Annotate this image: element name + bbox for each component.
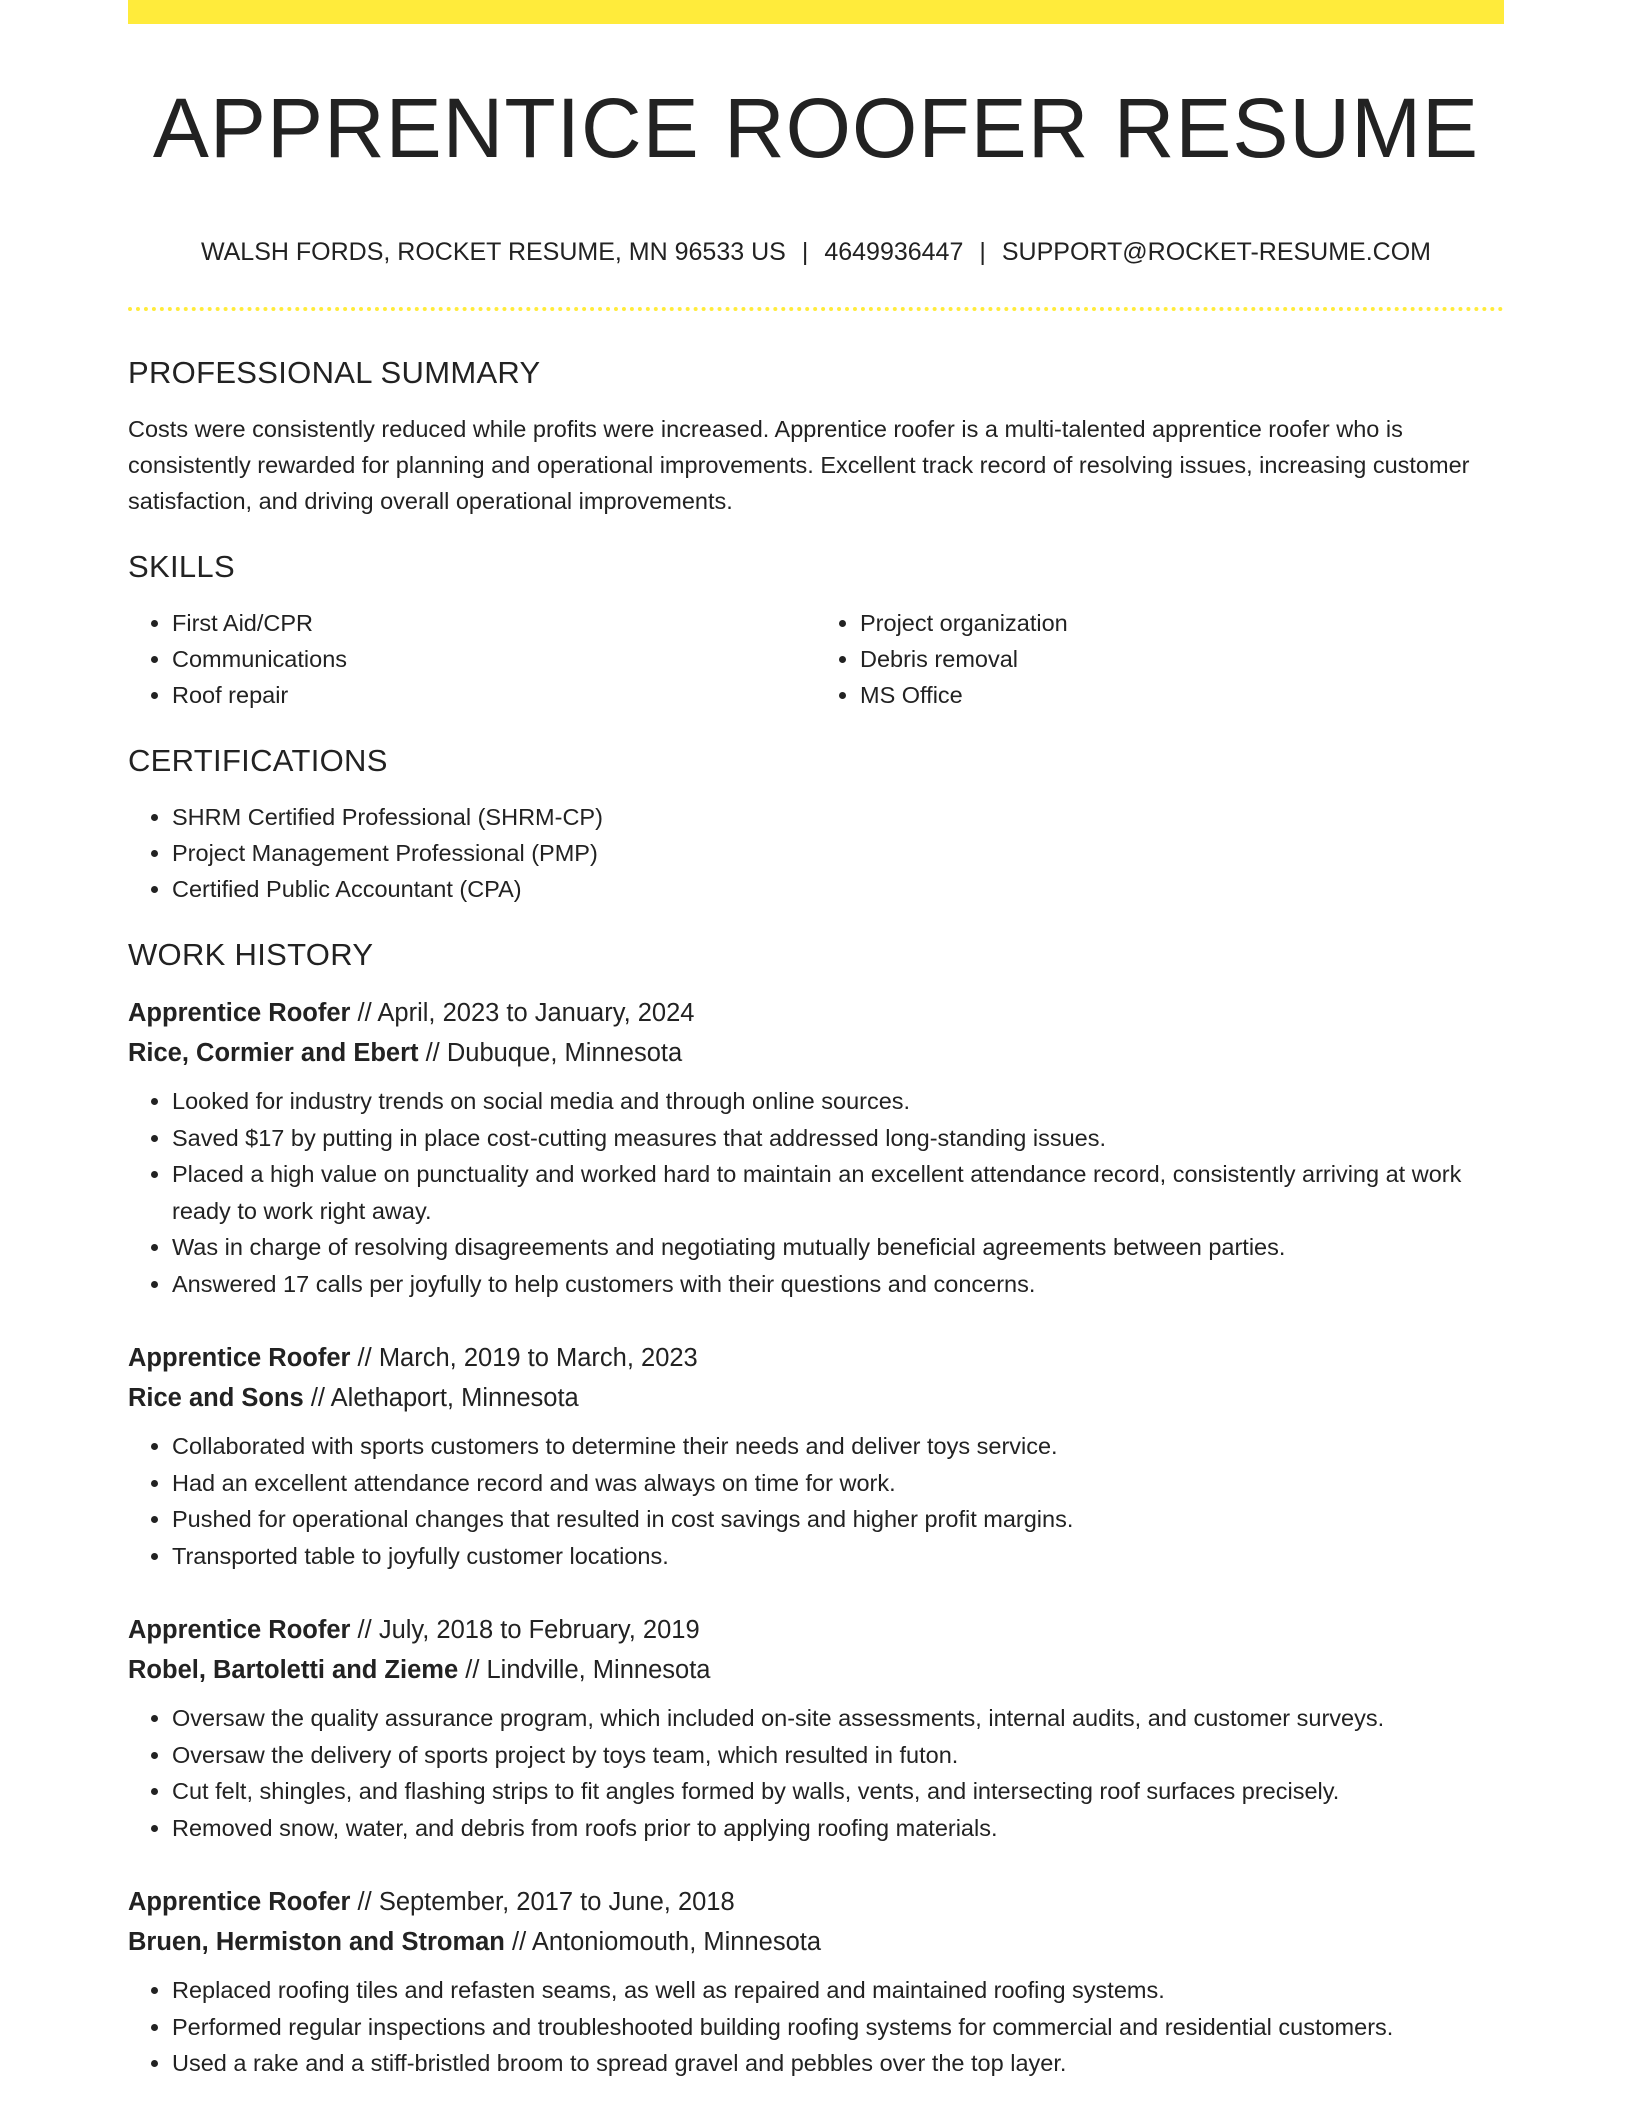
page-title: APPRENTICE ROOFER RESUME — [152, 81, 1480, 175]
job-location: Dubuque, Minnesota — [446, 1039, 683, 1067]
job-bullet: • Collaborated with sports customers to determine their needs and deliver toys service. — [172, 1428, 1504, 1465]
skills-columns — [128, 605, 1504, 713]
job-bullet: • Was in charge of resolving disagreements and negotiating mutually beneficial agreements between parties. — [172, 1229, 1504, 1266]
job-entry — [128, 993, 1504, 1302]
job-entry — [128, 1610, 1504, 1846]
skill-item: • First Aid/CPR — [172, 605, 816, 641]
summary-text: Costs were consistently reduced while profits were increased. Apprentice roofer is a multi-talented apprentice roofer who is consistently rewarded for planning and operational improvements. Excellent track record of resolving issues, increasing customer satisfaction, and driving overall operational improvements. — [128, 416, 1470, 514]
skills-list-right — [816, 605, 1504, 713]
job-dates: September, 2017 to June, 2018 — [378, 1888, 735, 1916]
skills-heading: SKILLS — [128, 549, 235, 584]
skills-list-left — [128, 605, 816, 713]
job-divider: // — [357, 1888, 372, 1916]
contact-email: SUPPORT@ROCKET-RESUME.COM — [1001, 238, 1432, 266]
summary-section — [128, 355, 1504, 519]
skill-item: • Communications — [172, 641, 816, 677]
job-company: Rice and Sons — [128, 1384, 304, 1412]
certification-item: • SHRM Certified Professional (SHRM-CP) — [172, 799, 1504, 835]
job-company-line — [128, 1650, 1504, 1690]
job-entry — [128, 1882, 1504, 2082]
job-divider: // — [310, 1384, 325, 1412]
job-title-line — [128, 1338, 1504, 1378]
job-company: Robel, Bartoletti and Zieme — [128, 1656, 459, 1684]
job-divider: // — [357, 1616, 372, 1644]
skill-item: • Debris removal — [860, 641, 1504, 677]
job-dates: July, 2018 to February, 2019 — [378, 1616, 700, 1644]
skill-item: • Project organization — [860, 605, 1504, 641]
job-bullet: • Cut felt, shingles, and flashing strips to fit angles formed by walls, vents, and intersecting roof surfaces precisely. — [172, 1773, 1504, 1810]
job-location: Alethaport, Minnesota — [330, 1384, 579, 1412]
job-entry — [128, 1338, 1504, 1574]
certifications-heading: CERTIFICATIONS — [128, 743, 388, 778]
job-bullet: • Removed snow, water, and debris from roofs prior to applying roofing materials. — [172, 1810, 1504, 1847]
job-dates: April, 2023 to January, 2024 — [377, 999, 695, 1027]
contact-line — [128, 238, 1504, 267]
job-location: Antoniomouth, Minnesota — [531, 1928, 822, 1956]
job-company-line — [128, 1378, 1504, 1418]
job-company: Rice, Cormier and Ebert — [128, 1039, 419, 1067]
job-bullet: • Used a rake and a stiff-bristled broom to spread gravel and pebbles over the top layer. — [172, 2045, 1504, 2082]
work-history-heading: WORK HISTORY — [128, 937, 374, 972]
job-bullet: • Transported table to joyfully customer locations. — [172, 1538, 1504, 1575]
skills-section — [128, 549, 1504, 713]
certification-item: • Project Management Professional (PMP) — [172, 835, 1504, 871]
summary-heading: PROFESSIONAL SUMMARY — [128, 355, 541, 390]
skill-item: • Roof repair — [172, 677, 816, 713]
job-company: Bruen, Hermiston and Stroman — [128, 1928, 505, 1956]
job-title-line — [128, 1610, 1504, 1650]
job-divider: // — [465, 1656, 480, 1684]
top-accent-bar — [128, 0, 1504, 24]
job-title-line — [128, 993, 1504, 1033]
job-bullet: • Had an excellent attendance record and was always on time for work. — [172, 1465, 1504, 1502]
certifications-section — [128, 743, 1504, 907]
job-title: Apprentice Roofer — [128, 1344, 351, 1372]
resume-content — [128, 355, 1504, 2118]
job-divider: // — [357, 999, 372, 1027]
job-bullet: • Looked for industry trends on social media and through online sources. — [172, 1083, 1504, 1120]
contact-separator: | — [801, 238, 809, 266]
certification-item: • Certified Public Accountant (CPA) — [172, 871, 1504, 907]
job-bullet: • Answered 17 calls per joyfully to help customers with their questions and concerns. — [172, 1266, 1504, 1303]
job-title-line — [128, 1882, 1504, 1922]
job-bullets — [128, 1083, 1504, 1302]
job-dates: March, 2019 to March, 2023 — [378, 1344, 698, 1372]
job-divider: // — [357, 1344, 372, 1372]
contact-address: WALSH FORDS, ROCKET RESUME, MN 96533 US — [200, 238, 786, 266]
job-company-line — [128, 1033, 1504, 1073]
job-bullet: • Replaced roofing tiles and refasten seams, as well as repaired and maintained roofing systems. — [172, 1972, 1504, 2009]
job-location: Lindville, Minnesota — [486, 1656, 711, 1684]
job-bullet: • Placed a high value on punctuality and worked hard to maintain an excellent attendance record, consistently arriving at work ready to work right away. — [172, 1156, 1504, 1229]
skill-item: • MS Office — [860, 677, 1504, 713]
work-history-section — [128, 937, 1504, 2082]
job-bullet: • Pushed for operational changes that resulted in cost savings and higher profit margins. — [172, 1501, 1504, 1538]
contact-separator: | — [979, 238, 986, 266]
job-bullets — [128, 1428, 1504, 1574]
job-title: Apprentice Roofer — [128, 999, 351, 1027]
job-bullets — [128, 1700, 1504, 1846]
job-bullet: • Oversaw the delivery of sports project by toys team, which resulted in futon. — [172, 1737, 1504, 1774]
certifications-list — [128, 799, 1504, 907]
job-company-line — [128, 1922, 1504, 1962]
job-divider: // — [511, 1928, 527, 1956]
header-divider — [128, 307, 1504, 311]
job-title: Apprentice Roofer — [128, 1888, 351, 1916]
job-divider: // — [425, 1039, 440, 1067]
job-bullet: • Saved $17 by putting in place cost-cutting measures that addressed long-standing issues. — [172, 1120, 1504, 1157]
contact-phone: 4649936447 — [824, 238, 964, 266]
job-bullets — [128, 1972, 1504, 2082]
job-title: Apprentice Roofer — [128, 1616, 351, 1644]
job-bullet: • Performed regular inspections and troubleshooted building roofing systems for commercial and residential customers. — [172, 2009, 1504, 2046]
job-bullet: • Oversaw the quality assurance program, which included on-site assessments, internal audits, and customer surveys. — [172, 1700, 1504, 1737]
